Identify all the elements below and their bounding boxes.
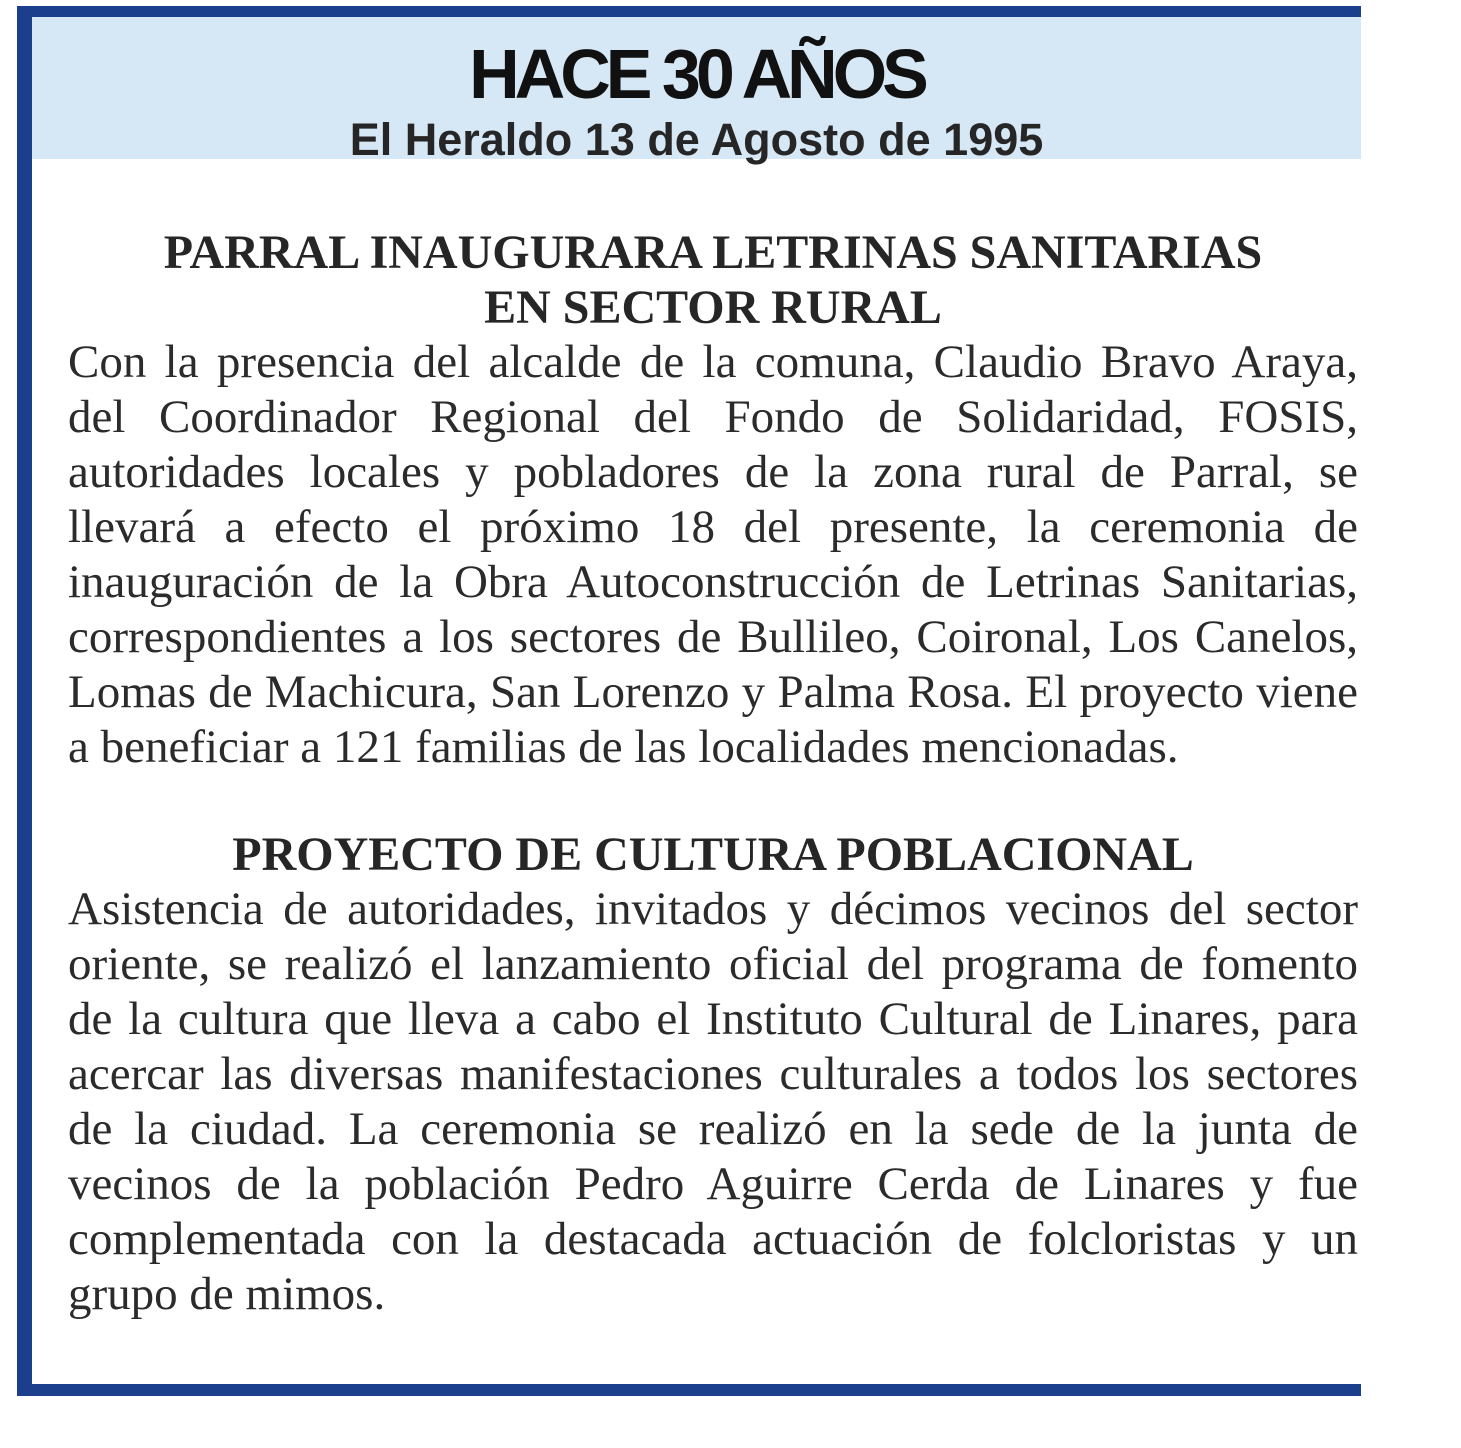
article-body: Asistencia de autoridades, invitados y décimos vecinos del sector oriente, se realizó el lanzamiento oficial del programa de fomento de la cultura que lleva a cabo el Instituto Cultural de Linares, para acercar las diversas manifestaciones culturales a todos los sectores de la ciudad. La ceremonia se realizó en la sede de la junta de vecinos de la población Pedro Aguirre Cerda de Linares y fue complementada con la destacada actuación de folcloristas y un grupo de mimos.	[68, 883, 1358, 1320]
article-cultura	[68, 827, 1358, 1322]
article-letrinas	[68, 225, 1358, 775]
source-date-subtitle: El Heraldo 13 de Agosto de 1995	[349, 114, 1044, 165]
article-headline-line-1: PARRAL INAUGURARA LETRINAS SANITARIAS	[163, 226, 1263, 279]
article-headline: PROYECTO DE CULTURA POBLACIONAL	[232, 828, 1194, 881]
section-title: HACE 30 AÑOS	[469, 35, 924, 113]
header-band	[32, 17, 1361, 165]
article-headline-line-2: EN SECTOR RURAL	[484, 281, 942, 334]
article-body: Con la presencia del alcalde de la comuna, Claudio Bravo Araya, del Coordinador Regional del Fondo de Solidaridad, FOSIS, autoridades locales y pobladores de la zona rural de Parral, se llevará a efecto el próximo 18 del presente, la ceremonia de inauguración de la Obra Autoconstrucción de Letrinas Sanitarias, correspondientes a los sectores de Bullileo, Coironal, Los Canelos, Lomas de Machicura, San Lorenzo y Palma Rosa. El proyecto viene a beneficiar a 121 familias de las localidades mencionadas.	[68, 336, 1358, 773]
newspaper-clipping-frame	[17, 6, 1361, 1396]
